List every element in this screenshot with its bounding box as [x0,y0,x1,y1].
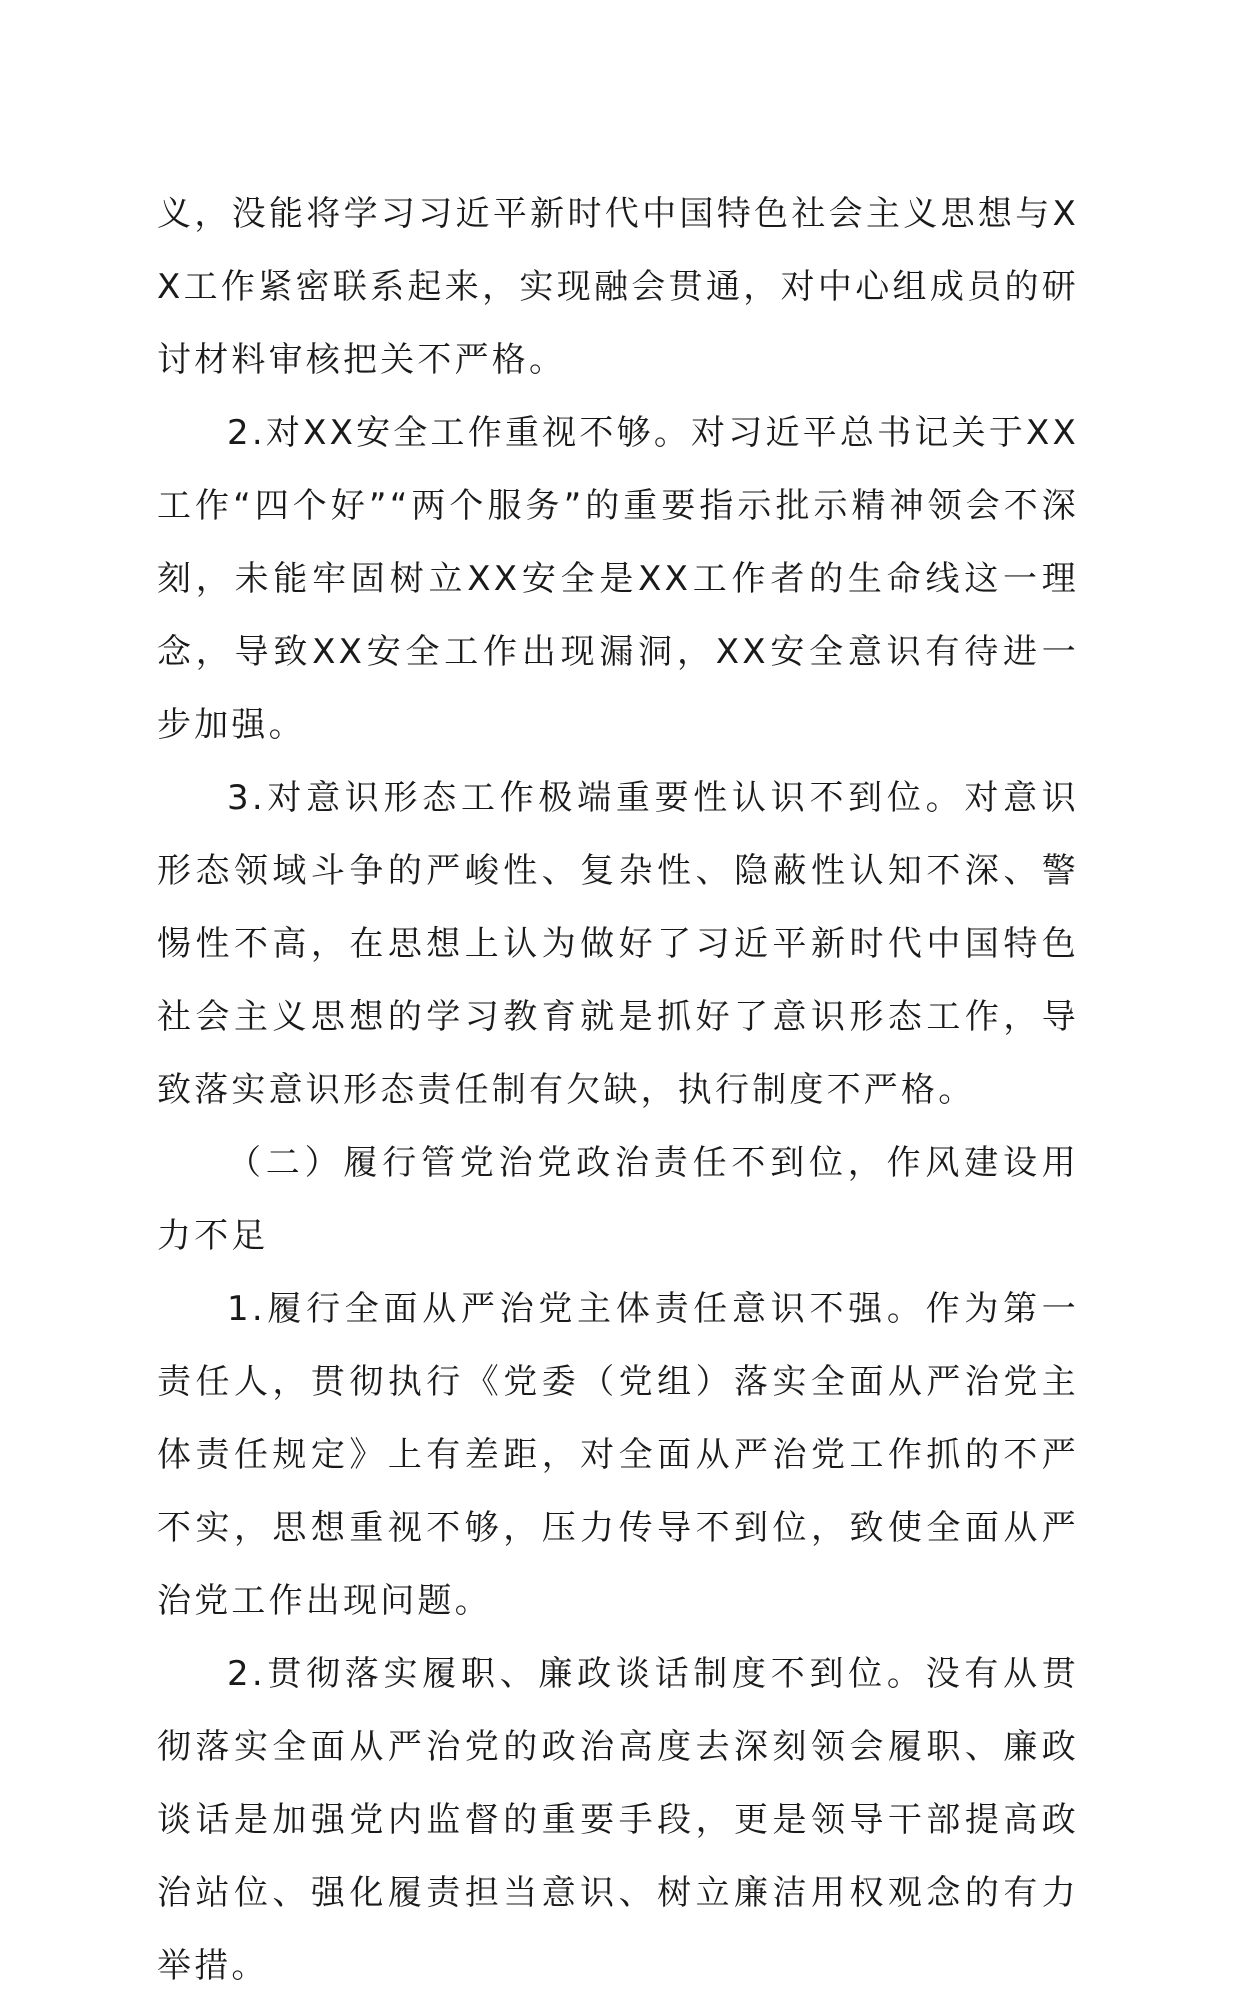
document-body [157,178,1079,2003]
paragraph-item-integrity-talks: 2.贯彻落实履职、廉政谈话制度不到位。没有从贯彻落实全面从严治党的政治高度去深刻领会履职、廉政谈话是加强党内监督的重要手段，更是领导干部提高政治站位、强化履责担当意识、树立廉洁用权观念的有力举措。 [157,1654,1079,1986]
paragraph-item-party-responsibility: 1.履行全面从严治党主体责任意识不强。作为第一责任人，贯彻执行《党委（党组）落实全面从严治党主体责任规定》上有差距，对全面从严治党工作抓的不严不实，思想重视不够，压力传导不到位，致使全面从严治党工作出现问题。 [157,1289,1079,1621]
paragraph-item-ideology: 3.对意识形态工作极端重要性认识不到位。对意识形态领域斗争的严峻性、复杂性、隐蔽性认知不深、警惕性不高，在思想上认为做好了习近平新时代中国特色社会主义思想的学习教育就是抓好了意识形态工作，导致落实意识形态责任制有欠缺，执行制度不严格。 [157,778,1079,1110]
section-heading: （二）履行管党治党政治责任不到位，作风建设用力不足 [157,1143,1079,1256]
paragraph-item-xx-safety: 2.对XX安全工作重视不够。对习近平总书记关于XX工作“四个好”“两个服务”的重要指示批示精神领会不深刻，未能牢固树立XX安全是XX工作者的生命线这一理念，导致XX安全工作出现漏洞，XX安全意识有待进一步加强。 [157,413,1079,745]
paragraph-continuation: 义，没能将学习习近平新时代中国特色社会主义思想与XX工作紧密联系起来，实现融会贯通，对中心组成员的研讨材料审核把关不严格。 [157,194,1079,380]
